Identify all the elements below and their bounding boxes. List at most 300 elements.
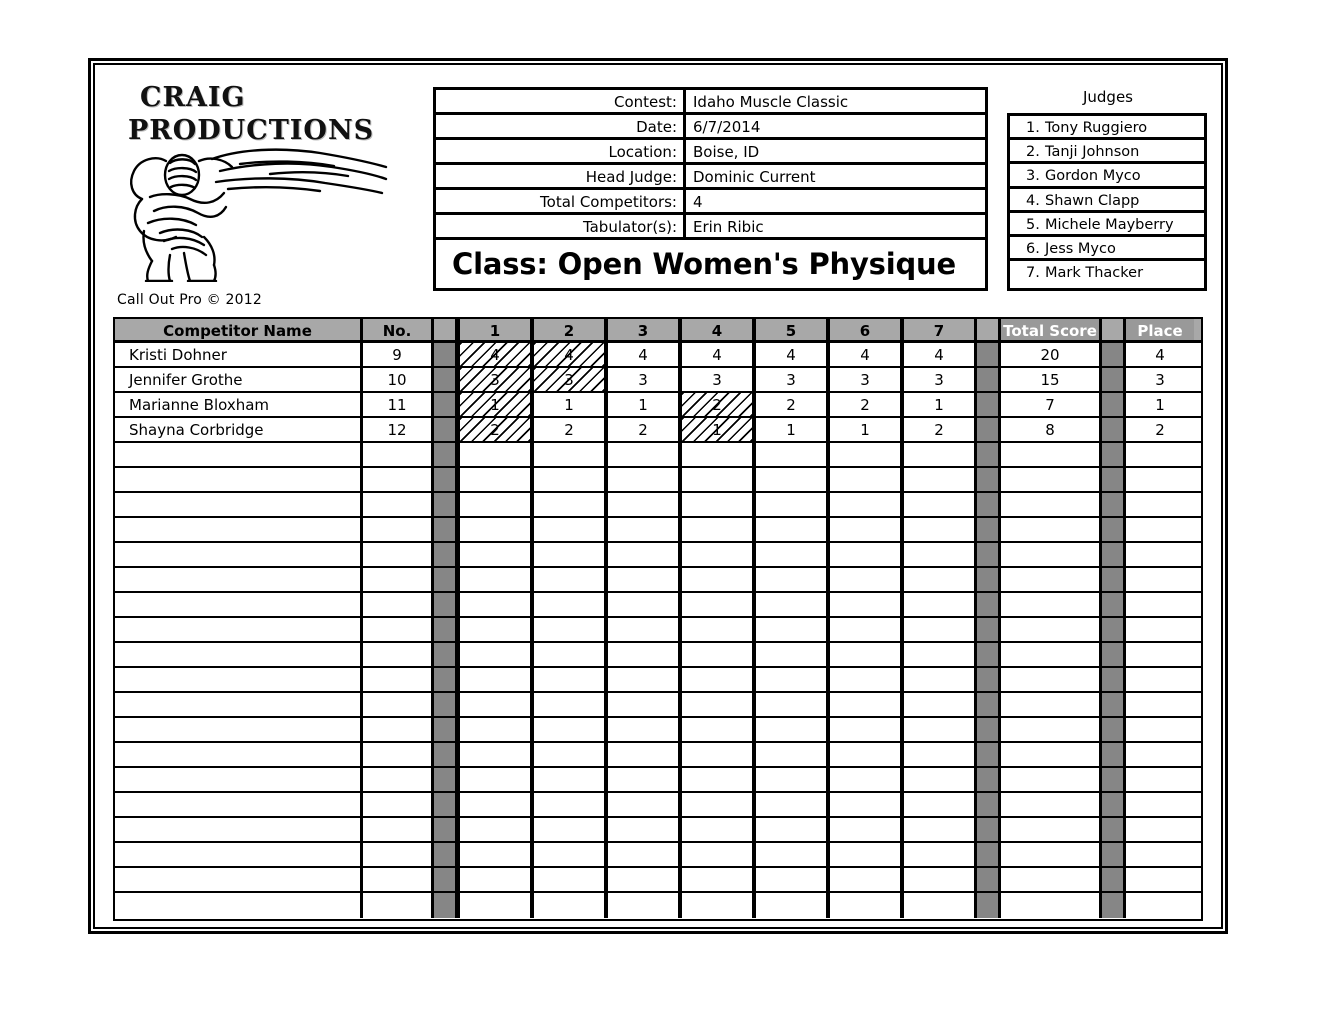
cell-judge-2-score[interactable] bbox=[532, 668, 606, 691]
cell-judge-5-score[interactable] bbox=[754, 518, 828, 541]
cell-total-score[interactable] bbox=[1001, 518, 1101, 541]
table-row[interactable] bbox=[115, 868, 1201, 893]
separator-column-right bbox=[1101, 443, 1126, 466]
cell-competitor-number[interactable] bbox=[363, 618, 433, 641]
cell-judge-1-score[interactable] bbox=[458, 718, 532, 741]
cell-total-score[interactable] bbox=[1001, 543, 1101, 566]
separator-column-right bbox=[1101, 743, 1126, 766]
cell-competitor-number[interactable] bbox=[363, 818, 433, 841]
cell-place[interactable]: 1 bbox=[1155, 396, 1165, 414]
cell-judge-7-score[interactable] bbox=[902, 643, 976, 666]
cell-judge-3-score[interactable] bbox=[606, 443, 680, 466]
cell-place[interactable] bbox=[1126, 643, 1194, 666]
cell-judge-6-score[interactable] bbox=[828, 518, 902, 541]
cell-judge-5-score[interactable] bbox=[754, 743, 828, 766]
cell-judge-4-score[interactable] bbox=[680, 868, 754, 891]
cell-judge-6-score[interactable] bbox=[828, 718, 902, 741]
cell-judge-3-score[interactable] bbox=[606, 693, 680, 716]
cell-competitor-number[interactable] bbox=[363, 593, 433, 616]
cell-place[interactable] bbox=[1126, 743, 1194, 766]
cell-total-score[interactable] bbox=[1001, 793, 1101, 816]
cell-competitor-name[interactable]: Marianne Bloxham bbox=[115, 393, 363, 416]
cell-competitor-number[interactable] bbox=[363, 493, 433, 516]
info-value-location[interactable]: Boise, ID bbox=[693, 143, 760, 161]
cell-judge-2-score[interactable]: 3 bbox=[532, 368, 606, 391]
cell-judge-7-score[interactable] bbox=[902, 793, 976, 816]
info-value-date[interactable]: 6/7/2014 bbox=[693, 118, 761, 136]
cell-judge-3-score[interactable] bbox=[606, 643, 680, 666]
table-row[interactable] bbox=[115, 543, 1201, 568]
cell-competitor-name[interactable] bbox=[115, 768, 363, 791]
cell-judge-7-score[interactable] bbox=[902, 818, 976, 841]
cell-judge-5-score[interactable] bbox=[754, 668, 828, 691]
cell-judge-3-score[interactable] bbox=[606, 793, 680, 816]
header-judge-2: 2 bbox=[532, 319, 606, 340]
cell-judge-3-score[interactable] bbox=[606, 718, 680, 741]
cell-place[interactable] bbox=[1126, 568, 1194, 591]
table-row[interactable] bbox=[115, 643, 1201, 668]
cell-judge-7-score[interactable] bbox=[902, 543, 976, 566]
table-row[interactable] bbox=[115, 518, 1201, 543]
cell-judge-6-score[interactable] bbox=[828, 893, 902, 918]
cell-place[interactable] bbox=[1126, 768, 1194, 791]
cell-judge-2-score[interactable] bbox=[532, 743, 606, 766]
cell-judge-6-score[interactable] bbox=[828, 693, 902, 716]
cell-judge-2-score[interactable] bbox=[532, 818, 606, 841]
table-row[interactable] bbox=[115, 468, 1201, 493]
cell-judge-7-score[interactable] bbox=[902, 493, 976, 516]
table-row[interactable] bbox=[115, 768, 1201, 793]
cell-judge-5-score[interactable] bbox=[754, 493, 828, 516]
cell-judge-7-score[interactable] bbox=[902, 693, 976, 716]
cell-judge-7-score[interactable]: 3 bbox=[902, 368, 976, 391]
cell-competitor-number[interactable]: 12 bbox=[363, 418, 433, 441]
cell-judge-6-score[interactable] bbox=[828, 793, 902, 816]
cell-judge-6-score[interactable] bbox=[828, 443, 902, 466]
cell-judge-3-score[interactable] bbox=[606, 818, 680, 841]
cell-judge-4-score[interactable] bbox=[680, 743, 754, 766]
cell-competitor-name[interactable] bbox=[115, 718, 363, 741]
cell-judge-6-score[interactable] bbox=[828, 543, 902, 566]
cell-competitor-name[interactable] bbox=[115, 443, 363, 466]
cell-judge-7-score[interactable] bbox=[902, 568, 976, 591]
cell-judge-2-score[interactable] bbox=[532, 443, 606, 466]
cell-judge-3-score[interactable] bbox=[606, 468, 680, 491]
table-row[interactable] bbox=[115, 893, 1201, 918]
cell-judge-5-score[interactable] bbox=[754, 468, 828, 491]
cell-judge-2-score[interactable] bbox=[532, 593, 606, 616]
cell-judge-7-score[interactable] bbox=[902, 593, 976, 616]
cell-judge-2-score[interactable]: 1 bbox=[532, 393, 606, 416]
cell-competitor-number[interactable] bbox=[363, 668, 433, 691]
cell-judge-4-score[interactable] bbox=[680, 718, 754, 741]
cell-judge-5-score[interactable] bbox=[754, 818, 828, 841]
cell-place[interactable] bbox=[1126, 518, 1194, 541]
cell-competitor-name[interactable] bbox=[115, 818, 363, 841]
cell-judge-7-score[interactable]: 2 bbox=[902, 418, 976, 441]
cell-judge-3-score[interactable]: 3 bbox=[606, 368, 680, 391]
cell-judge-1-score[interactable] bbox=[458, 743, 532, 766]
cell-judge-6-score[interactable] bbox=[828, 593, 902, 616]
cell-place[interactable] bbox=[1126, 793, 1194, 816]
cell-judge-6-score[interactable] bbox=[828, 768, 902, 791]
table-row[interactable] bbox=[115, 593, 1201, 618]
cell-judge-6-score[interactable] bbox=[828, 868, 902, 891]
cell-judge-1-score[interactable] bbox=[458, 568, 532, 591]
cell-competitor-name[interactable] bbox=[115, 668, 363, 691]
cell-judge-1-score[interactable] bbox=[458, 818, 532, 841]
cell-place[interactable] bbox=[1126, 443, 1194, 466]
cell-judge-5-score[interactable] bbox=[754, 718, 828, 741]
judge-number-1: 1. bbox=[1026, 120, 1040, 136]
separator-column-right bbox=[1101, 418, 1126, 441]
cell-judge-2-score[interactable] bbox=[532, 868, 606, 891]
cell-place[interactable]: 4 bbox=[1155, 346, 1165, 364]
table-row[interactable] bbox=[115, 493, 1201, 518]
cell-competitor-number[interactable] bbox=[363, 543, 433, 566]
cell-judge-2-score[interactable]: 2 bbox=[532, 418, 606, 441]
cell-judge-2-score[interactable] bbox=[532, 693, 606, 716]
cell-judge-7-score[interactable] bbox=[902, 743, 976, 766]
cell-judge-6-score[interactable]: 2 bbox=[828, 393, 902, 416]
cell-place[interactable] bbox=[1126, 618, 1194, 641]
cell-judge-7-score[interactable] bbox=[902, 718, 976, 741]
table-row[interactable] bbox=[115, 368, 1201, 393]
judge-number-3: 3. bbox=[1026, 168, 1040, 185]
info-value-total-competitors[interactable]: 4 bbox=[693, 193, 703, 211]
cell-judge-4-score[interactable] bbox=[680, 793, 754, 816]
cell-judge-6-score[interactable] bbox=[828, 468, 902, 491]
cell-judge-1-score[interactable] bbox=[458, 618, 532, 641]
cell-judge-1-score[interactable]: 1 bbox=[458, 393, 532, 416]
cell-judge-3-score[interactable] bbox=[606, 518, 680, 541]
cell-judge-1-score[interactable]: 4 bbox=[458, 343, 532, 366]
separator-column-mid bbox=[976, 319, 1001, 340]
cell-competitor-name[interactable] bbox=[115, 568, 363, 591]
cell-judge-3-score[interactable] bbox=[606, 843, 680, 866]
cell-total-score[interactable] bbox=[1001, 843, 1101, 866]
cell-judge-7-score[interactable] bbox=[902, 868, 976, 891]
cell-total-score[interactable] bbox=[1001, 618, 1101, 641]
cell-judge-7-score[interactable] bbox=[902, 893, 976, 918]
cell-judge-1-score[interactable] bbox=[458, 843, 532, 866]
cell-judge-2-score[interactable] bbox=[532, 493, 606, 516]
table-row[interactable] bbox=[115, 743, 1201, 768]
cell-judge-7-score[interactable] bbox=[902, 768, 976, 791]
cell-competitor-name[interactable] bbox=[115, 518, 363, 541]
cell-judge-2-score[interactable] bbox=[532, 643, 606, 666]
cell-judge-4-score[interactable] bbox=[680, 543, 754, 566]
cell-competitor-name[interactable] bbox=[115, 793, 363, 816]
cell-judge-4-score[interactable] bbox=[680, 768, 754, 791]
cell-total-score[interactable] bbox=[1001, 493, 1101, 516]
cell-judge-1-score[interactable] bbox=[458, 593, 532, 616]
cell-competitor-name[interactable] bbox=[115, 893, 363, 918]
cell-competitor-name[interactable]: Kristi Dohner bbox=[115, 343, 363, 366]
cell-total-score[interactable] bbox=[1001, 668, 1101, 691]
cell-judge-3-score[interactable] bbox=[606, 543, 680, 566]
table-row[interactable] bbox=[115, 343, 1201, 368]
info-row-tabulators bbox=[436, 215, 985, 240]
cell-judge-5-score[interactable] bbox=[754, 618, 828, 641]
cell-total-score[interactable]: 15 bbox=[1001, 368, 1101, 391]
cell-total-score[interactable] bbox=[1001, 818, 1101, 841]
cell-judge-1-score[interactable] bbox=[458, 693, 532, 716]
cell-competitor-number[interactable] bbox=[363, 443, 433, 466]
cell-judge-4-score[interactable] bbox=[680, 668, 754, 691]
cell-judge-5-score[interactable]: 1 bbox=[754, 418, 828, 441]
header-place: Place bbox=[1126, 319, 1194, 340]
cell-judge-6-score[interactable]: 3 bbox=[828, 368, 902, 391]
cell-judge-1-score[interactable] bbox=[458, 468, 532, 491]
cell-total-score[interactable] bbox=[1001, 768, 1101, 791]
cell-competitor-name[interactable] bbox=[115, 593, 363, 616]
cell-competitor-number[interactable] bbox=[363, 843, 433, 866]
cell-total-score[interactable] bbox=[1001, 868, 1101, 891]
cell-judge-6-score[interactable] bbox=[828, 818, 902, 841]
cell-competitor-number[interactable] bbox=[363, 568, 433, 591]
cell-place[interactable] bbox=[1126, 718, 1194, 741]
cell-total-score[interactable] bbox=[1001, 893, 1101, 918]
cell-judge-4-score[interactable] bbox=[680, 468, 754, 491]
cell-place[interactable] bbox=[1126, 843, 1194, 866]
cell-judge-1-score[interactable] bbox=[458, 668, 532, 691]
cell-competitor-number[interactable] bbox=[363, 468, 433, 491]
cell-judge-5-score[interactable] bbox=[754, 693, 828, 716]
cell-judge-3-score[interactable] bbox=[606, 593, 680, 616]
table-row[interactable] bbox=[115, 668, 1201, 693]
table-row[interactable] bbox=[115, 693, 1201, 718]
cell-judge-3-score[interactable] bbox=[606, 868, 680, 891]
cell-judge-6-score[interactable] bbox=[828, 568, 902, 591]
header-judge-6: 6 bbox=[828, 319, 902, 340]
cell-total-score[interactable] bbox=[1001, 568, 1101, 591]
cell-competitor-number[interactable]: 9 bbox=[363, 343, 433, 366]
cell-judge-2-score[interactable] bbox=[532, 468, 606, 491]
cell-competitor-name[interactable] bbox=[115, 693, 363, 716]
cell-judge-3-score[interactable] bbox=[606, 493, 680, 516]
cell-total-score[interactable] bbox=[1001, 718, 1101, 741]
cell-judge-2-score[interactable] bbox=[532, 718, 606, 741]
cell-competitor-name[interactable]: Jennifer Grothe bbox=[115, 368, 363, 391]
cell-competitor-name[interactable] bbox=[115, 493, 363, 516]
cell-place[interactable] bbox=[1126, 543, 1194, 566]
cell-judge-7-score[interactable] bbox=[902, 843, 976, 866]
cell-judge-4-score[interactable] bbox=[680, 493, 754, 516]
table-row[interactable] bbox=[115, 418, 1201, 443]
table-row[interactable] bbox=[115, 718, 1201, 743]
table-row[interactable] bbox=[115, 793, 1201, 818]
cell-judge-6-score[interactable] bbox=[828, 743, 902, 766]
cell-judge-4-score[interactable]: 1 bbox=[680, 418, 754, 441]
cell-judge-5-score[interactable] bbox=[754, 768, 828, 791]
cell-judge-6-score[interactable] bbox=[828, 493, 902, 516]
cell-judge-5-score[interactable] bbox=[754, 868, 828, 891]
cell-judge-3-score[interactable] bbox=[606, 768, 680, 791]
cell-competitor-name[interactable] bbox=[115, 743, 363, 766]
cell-judge-5-score[interactable] bbox=[754, 543, 828, 566]
cell-competitor-name[interactable] bbox=[115, 543, 363, 566]
cell-judge-3-score[interactable] bbox=[606, 893, 680, 918]
cell-competitor-name[interactable] bbox=[115, 618, 363, 641]
cell-judge-7-score[interactable]: 4 bbox=[902, 343, 976, 366]
cell-judge-7-score[interactable] bbox=[902, 518, 976, 541]
score-table bbox=[113, 317, 1203, 921]
cell-place[interactable] bbox=[1126, 818, 1194, 841]
info-value-tabulators[interactable]: Erin Ribic bbox=[693, 218, 764, 236]
cell-judge-5-score[interactable]: 3 bbox=[754, 368, 828, 391]
cell-place[interactable]: 2 bbox=[1155, 421, 1165, 439]
cell-judge-2-score[interactable] bbox=[532, 518, 606, 541]
cell-competitor-number[interactable] bbox=[363, 793, 433, 816]
cell-judge-3-score[interactable]: 2 bbox=[606, 418, 680, 441]
table-row[interactable] bbox=[115, 843, 1201, 868]
cell-judge-3-score[interactable] bbox=[606, 668, 680, 691]
cell-place[interactable] bbox=[1126, 668, 1194, 691]
cell-competitor-name[interactable] bbox=[115, 843, 363, 866]
cell-judge-1-score[interactable] bbox=[458, 543, 532, 566]
cell-judge-2-score[interactable]: 4 bbox=[532, 343, 606, 366]
cell-judge-4-score[interactable] bbox=[680, 643, 754, 666]
cell-judge-4-score[interactable] bbox=[680, 818, 754, 841]
table-row[interactable] bbox=[115, 618, 1201, 643]
cell-judge-6-score[interactable]: 4 bbox=[828, 343, 902, 366]
cell-judge-4-score[interactable] bbox=[680, 518, 754, 541]
table-row[interactable] bbox=[115, 568, 1201, 593]
cell-competitor-name[interactable] bbox=[115, 643, 363, 666]
cell-competitor-number[interactable]: 10 bbox=[363, 368, 433, 391]
cell-judge-5-score[interactable] bbox=[754, 568, 828, 591]
cell-total-score[interactable] bbox=[1001, 593, 1101, 616]
info-value-contest[interactable]: Idaho Muscle Classic bbox=[693, 93, 849, 111]
cell-judge-7-score[interactable] bbox=[902, 468, 976, 491]
cell-judge-4-score[interactable] bbox=[680, 443, 754, 466]
cell-judge-4-score[interactable]: 4 bbox=[680, 343, 754, 366]
cell-judge-5-score[interactable]: 4 bbox=[754, 343, 828, 366]
cell-competitor-number[interactable]: 11 bbox=[363, 393, 433, 416]
cell-judge-1-score[interactable] bbox=[458, 893, 532, 918]
cell-competitor-name[interactable] bbox=[115, 468, 363, 491]
cell-judge-4-score[interactable]: 3 bbox=[680, 368, 754, 391]
separator-column-left bbox=[433, 393, 458, 416]
cell-judge-3-score[interactable]: 1 bbox=[606, 393, 680, 416]
table-row[interactable] bbox=[115, 818, 1201, 843]
cell-judge-6-score[interactable] bbox=[828, 618, 902, 641]
cell-competitor-number[interactable] bbox=[363, 518, 433, 541]
cell-place[interactable] bbox=[1126, 893, 1194, 918]
cell-judge-2-score[interactable] bbox=[532, 793, 606, 816]
cell-competitor-number[interactable] bbox=[363, 718, 433, 741]
cell-total-score[interactable]: 20 bbox=[1001, 343, 1101, 366]
cell-competitor-name[interactable] bbox=[115, 868, 363, 891]
cell-place[interactable] bbox=[1126, 593, 1194, 616]
cell-judge-6-score[interactable]: 1 bbox=[828, 418, 902, 441]
cell-competitor-name[interactable]: Shayna Corbridge bbox=[115, 418, 363, 441]
cell-judge-1-score[interactable] bbox=[458, 493, 532, 516]
cell-judge-7-score[interactable]: 1 bbox=[902, 393, 976, 416]
cell-judge-2-score[interactable] bbox=[532, 543, 606, 566]
cell-judge-1-score[interactable] bbox=[458, 768, 532, 791]
judge-name-1: Tony Ruggiero bbox=[1045, 120, 1148, 136]
cell-place[interactable] bbox=[1126, 693, 1194, 716]
cell-judge-6-score[interactable] bbox=[828, 843, 902, 866]
cell-competitor-number[interactable] bbox=[363, 693, 433, 716]
callout-pro-copyright: Call Out Pro © 2012 bbox=[117, 292, 262, 308]
cell-judge-2-score[interactable] bbox=[532, 768, 606, 791]
cell-judge-5-score[interactable] bbox=[754, 593, 828, 616]
cell-place[interactable] bbox=[1126, 468, 1194, 491]
cell-judge-7-score[interactable] bbox=[902, 668, 976, 691]
cell-judge-4-score[interactable] bbox=[680, 568, 754, 591]
cell-judge-3-score[interactable] bbox=[606, 568, 680, 591]
cell-judge-4-score[interactable] bbox=[680, 843, 754, 866]
cell-judge-1-score[interactable]: 2 bbox=[458, 418, 532, 441]
cell-judge-5-score[interactable]: 2 bbox=[754, 393, 828, 416]
cell-judge-1-score[interactable]: 3 bbox=[458, 368, 532, 391]
cell-total-score[interactable] bbox=[1001, 443, 1101, 466]
cell-judge-5-score[interactable] bbox=[754, 843, 828, 866]
cell-judge-2-score[interactable] bbox=[532, 893, 606, 918]
cell-total-score[interactable]: 8 bbox=[1001, 418, 1101, 441]
cell-place[interactable] bbox=[1126, 493, 1194, 516]
cell-competitor-number[interactable] bbox=[363, 893, 433, 918]
cell-total-score[interactable] bbox=[1001, 743, 1101, 766]
cell-judge-5-score[interactable] bbox=[754, 643, 828, 666]
cell-place[interactable] bbox=[1126, 868, 1194, 891]
cell-judge-1-score[interactable] bbox=[458, 793, 532, 816]
cell-judge-2-score[interactable] bbox=[532, 618, 606, 641]
separator-column-right bbox=[1101, 868, 1126, 891]
cell-total-score[interactable] bbox=[1001, 468, 1101, 491]
info-value-head-judge[interactable]: Dominic Current bbox=[693, 168, 816, 186]
cell-judge-3-score[interactable] bbox=[606, 743, 680, 766]
cell-place[interactable]: 3 bbox=[1155, 371, 1165, 389]
cell-judge-1-score[interactable] bbox=[458, 518, 532, 541]
cell-judge-3-score[interactable]: 4 bbox=[606, 343, 680, 366]
cell-judge-4-score[interactable] bbox=[680, 693, 754, 716]
table-row[interactable] bbox=[115, 443, 1201, 468]
cell-judge-7-score[interactable] bbox=[902, 443, 976, 466]
table-row[interactable] bbox=[115, 393, 1201, 418]
cell-competitor-number[interactable] bbox=[363, 768, 433, 791]
cell-competitor-number[interactable] bbox=[363, 868, 433, 891]
cell-judge-4-score[interactable]: 2 bbox=[680, 393, 754, 416]
cell-judge-5-score[interactable] bbox=[754, 793, 828, 816]
cell-competitor-number[interactable] bbox=[363, 643, 433, 666]
cell-judge-6-score[interactable] bbox=[828, 643, 902, 666]
separator-column-right bbox=[1101, 843, 1126, 866]
cell-judge-7-score[interactable] bbox=[902, 618, 976, 641]
cell-judge-3-score[interactable] bbox=[606, 618, 680, 641]
cell-judge-1-score[interactable] bbox=[458, 868, 532, 891]
cell-total-score[interactable]: 7 bbox=[1001, 393, 1101, 416]
cell-judge-1-score[interactable] bbox=[458, 443, 532, 466]
class-title: Class: Open Women's Physique bbox=[452, 247, 956, 281]
cell-judge-4-score[interactable] bbox=[680, 593, 754, 616]
separator-column-left bbox=[433, 793, 458, 816]
cell-competitor-number[interactable] bbox=[363, 743, 433, 766]
cell-total-score[interactable] bbox=[1001, 693, 1101, 716]
cell-judge-2-score[interactable] bbox=[532, 843, 606, 866]
cell-judge-4-score[interactable] bbox=[680, 618, 754, 641]
cell-judge-1-score[interactable] bbox=[458, 643, 532, 666]
cell-judge-6-score[interactable] bbox=[828, 668, 902, 691]
cell-judge-5-score[interactable] bbox=[754, 443, 828, 466]
cell-total-score[interactable] bbox=[1001, 643, 1101, 666]
cell-judge-2-score[interactable] bbox=[532, 568, 606, 591]
cell-judge-4-score[interactable] bbox=[680, 893, 754, 918]
cell-judge-5-score[interactable] bbox=[754, 893, 828, 918]
